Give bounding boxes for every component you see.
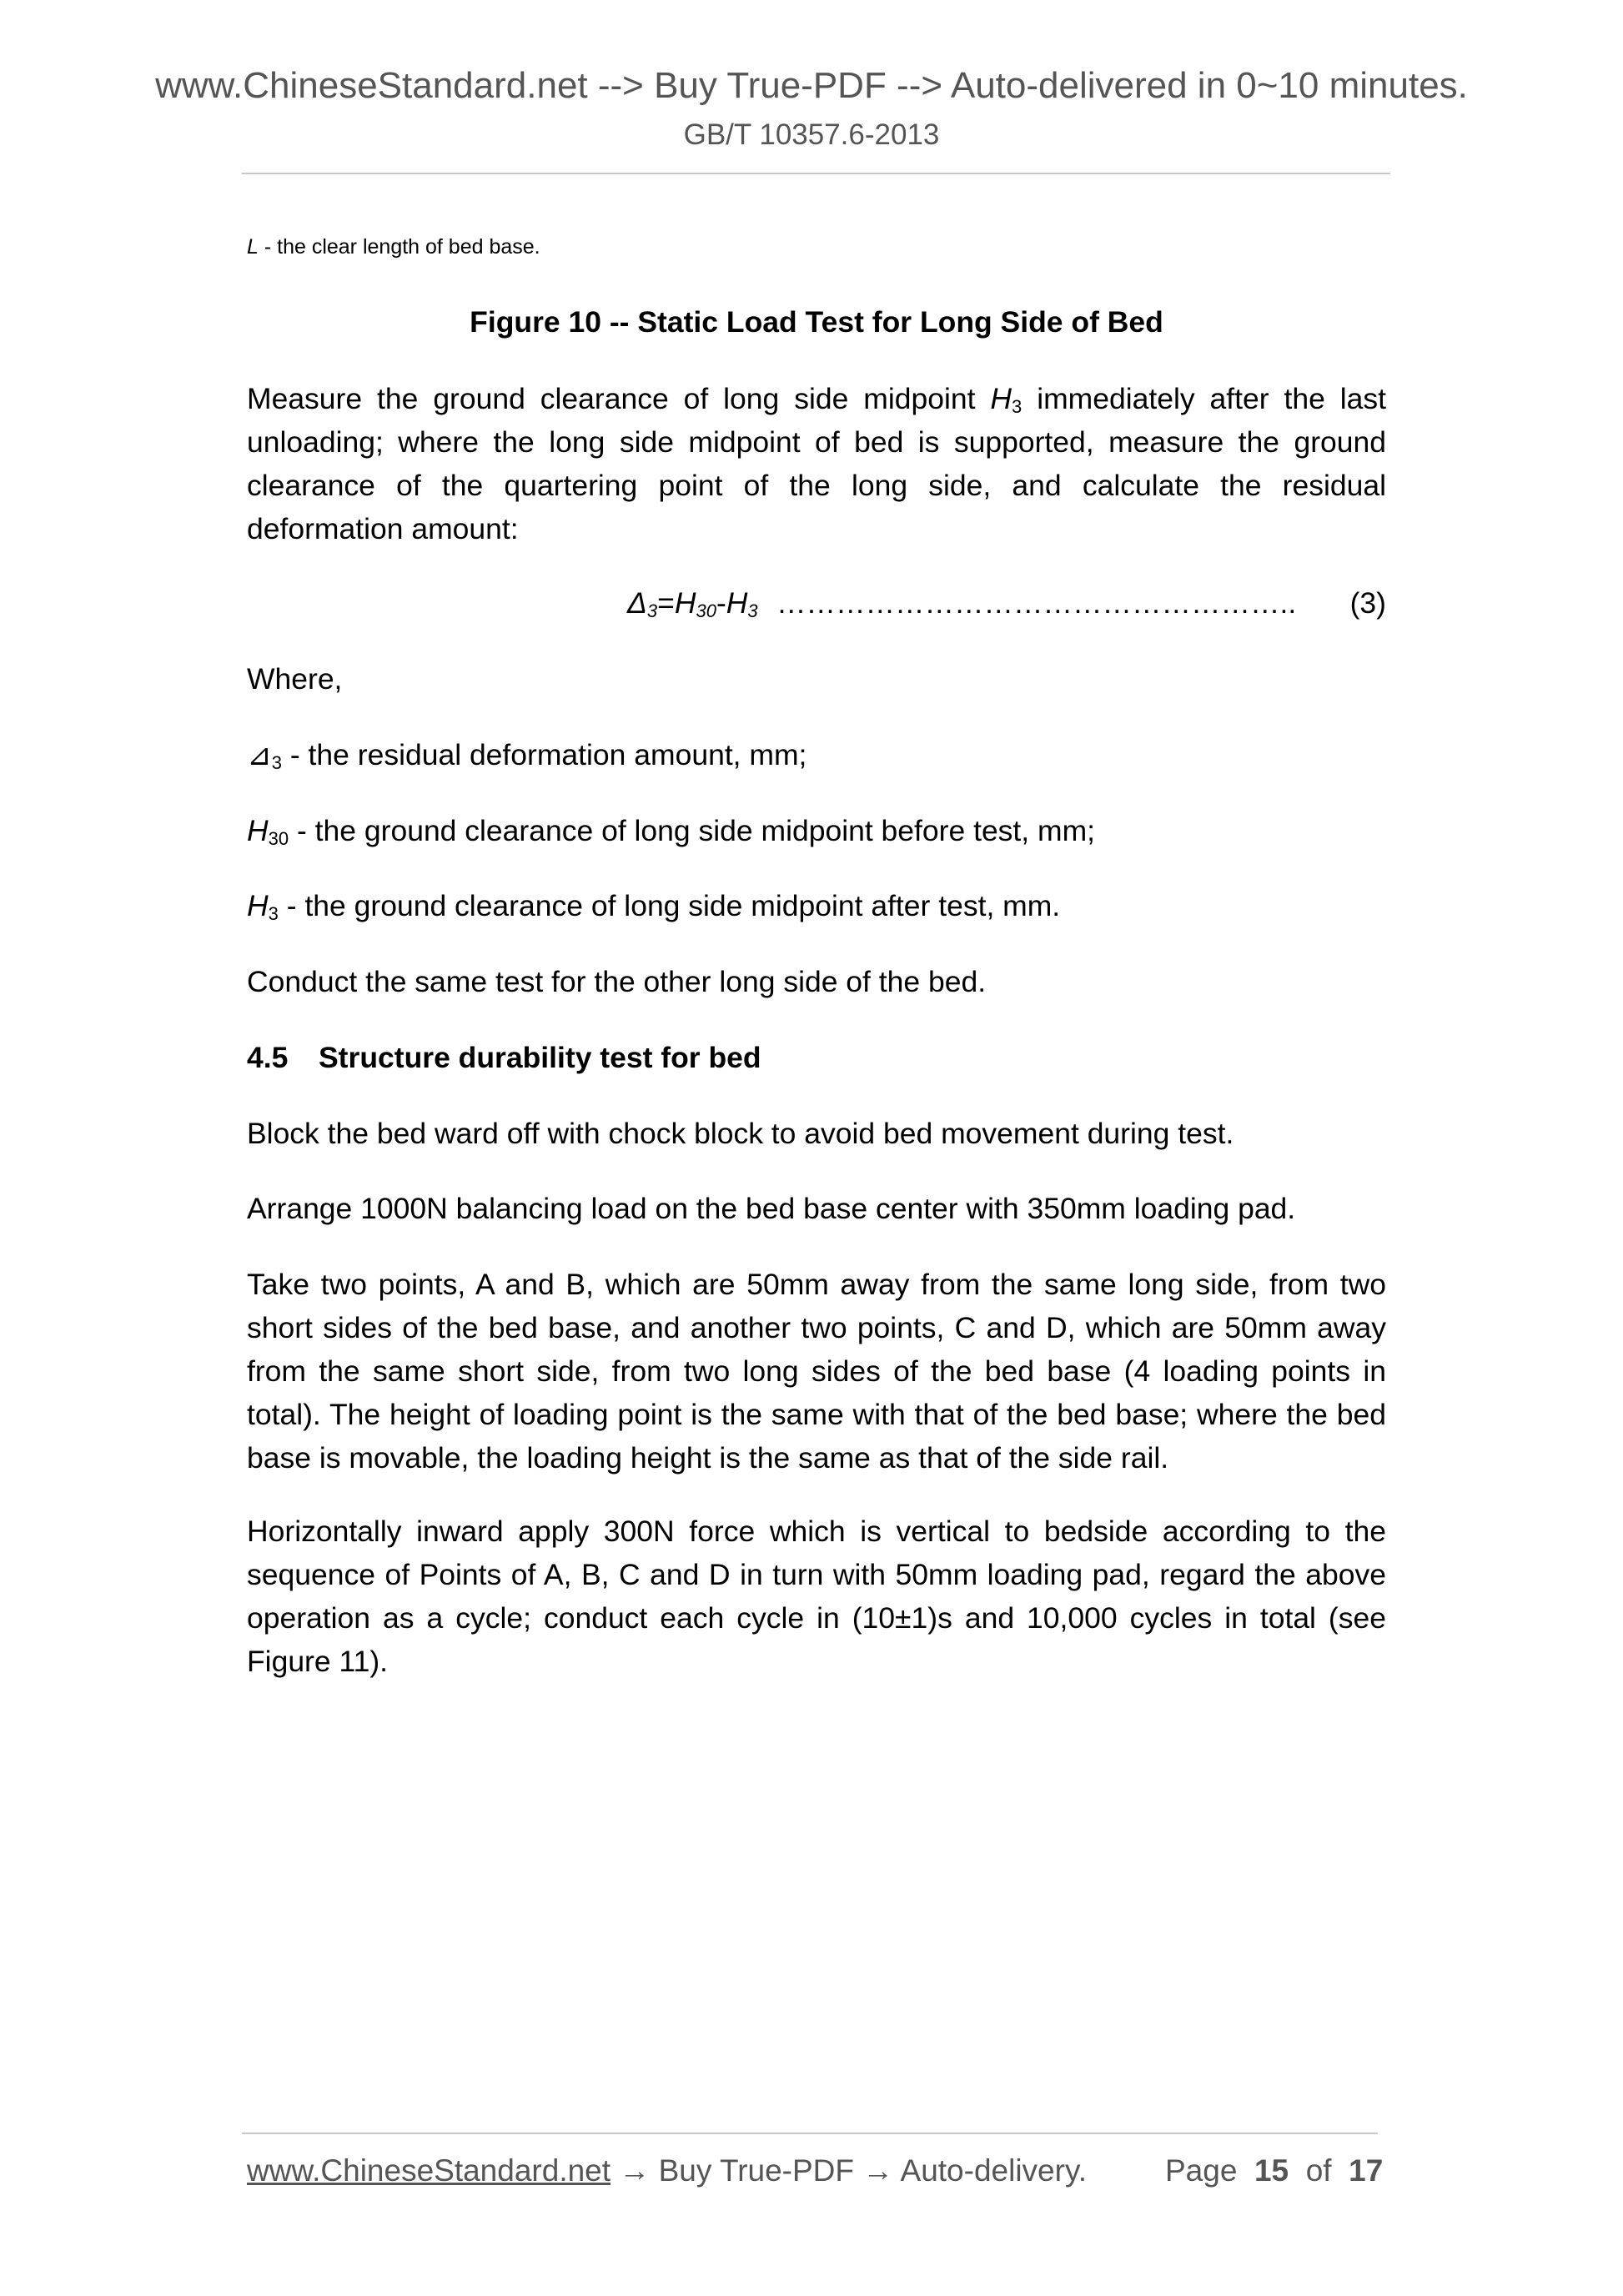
footer-tail-text: → Buy True-PDF → Auto-delivery. bbox=[611, 2153, 1087, 2188]
formula-expression bbox=[627, 581, 758, 625]
header-divider bbox=[242, 173, 1390, 174]
note-symbol: L bbox=[247, 235, 259, 259]
paragraph-apply-force: Horizontally inward apply 300N force which is vertical to bedside according to the sequence of Points of A, B, C and D in turn with 50mm loading pad, regard the above operation as a cycle; conduct each cycle in (10±1)s and 10,000 cycles in total (see Figure 11). bbox=[247, 1515, 1386, 1678]
formula-h3: H bbox=[726, 586, 748, 620]
page-indicator bbox=[1165, 2153, 1383, 2188]
formula-delta: Δ bbox=[627, 586, 647, 620]
standard-code: GB/T 10357.6-2013 bbox=[683, 118, 940, 151]
page-total: 17 bbox=[1349, 2153, 1384, 2188]
footer-divider bbox=[242, 2133, 1378, 2134]
page-current: 15 bbox=[1254, 2153, 1289, 2188]
def1-symbol: ⊿ bbox=[247, 738, 272, 771]
section-number: 4.5 bbox=[247, 1041, 289, 1074]
note-text: - the clear length of bed base. bbox=[258, 235, 540, 259]
header-title: www.ChineseStandard.net --> Buy True-PDF --> Auto-delivered in 0~10 minutes. bbox=[155, 65, 1468, 106]
para1-subscript: 3 bbox=[1012, 396, 1023, 417]
formula-minus: - bbox=[716, 586, 726, 620]
formula-h30-sub: 30 bbox=[696, 600, 716, 621]
section-title: Structure durability test for bed bbox=[319, 1041, 761, 1074]
formula-delta-sub: 3 bbox=[646, 600, 658, 621]
page-label: Page bbox=[1165, 2153, 1238, 2188]
def1-subscript: 3 bbox=[271, 752, 282, 773]
paragraph-balancing-load: Arrange 1000N balancing load on the bed base center with 350mm loading pad. bbox=[247, 1192, 1296, 1225]
section-heading-4-5 bbox=[247, 1036, 1386, 1079]
para1-text-a: Measure the ground clearance of long side midpoint bbox=[247, 382, 991, 415]
para1-symbol: H bbox=[990, 382, 1012, 415]
paragraph-loading-points: Take two points, A and B, which are 50mm away from the same long side, from two short sides of the bed base, and another two points, C and D, which are 50mm away from the same short side, from two long sides of the bed base (4 loading points in total). The height of loading point is the same with that of the bed base; where the bed base is movable, the loading height is the same as that of the side rail. bbox=[247, 1268, 1386, 1475]
para1-text-b: immediately after the last unloading; where the long side midpoint of bed is supported, measure the ground clearance of the quartering point of the long side, and calculate the residual deformation amount: bbox=[247, 382, 1386, 545]
figure-caption: Figure 10 -- Static Load Test for Long Side of Bed bbox=[470, 305, 1163, 339]
paragraph-measure bbox=[247, 377, 1386, 550]
definition-h30 bbox=[247, 809, 1386, 852]
formula-equals: = bbox=[657, 586, 675, 620]
def2-subscript: 30 bbox=[268, 828, 289, 849]
formula-leader-dots: …………………………………………….. bbox=[776, 586, 1297, 620]
paragraph-chock-block: Block the bed ward off with chock block to avoid bed movement during test. bbox=[247, 1117, 1234, 1150]
def3-symbol: H bbox=[247, 889, 269, 922]
def2-text: - the ground clearance of long side midpoint before test, mm; bbox=[289, 814, 1096, 847]
footer-site-link[interactable]: www.ChineseStandard.net bbox=[247, 2153, 611, 2188]
where-label: Where, bbox=[247, 662, 343, 696]
def3-subscript: 3 bbox=[268, 903, 279, 924]
def2-symbol: H bbox=[247, 814, 269, 847]
paragraph-other-side: Conduct the same test for the other long side of the bed. bbox=[247, 965, 987, 998]
formula-h3-sub: 3 bbox=[747, 600, 758, 621]
page-of: of bbox=[1305, 2153, 1332, 2188]
def3-text: - the ground clearance of long side midpoint after test, mm. bbox=[278, 889, 1061, 922]
formula-h30: H bbox=[674, 586, 696, 620]
definition-h3 bbox=[247, 884, 1386, 927]
formula-number: (3) bbox=[1349, 586, 1386, 620]
footer-link-line bbox=[247, 2153, 1087, 2188]
definition-delta3 bbox=[247, 733, 1386, 776]
def1-text: - the residual deformation amount, mm; bbox=[282, 738, 807, 771]
note-clear-length bbox=[247, 234, 1386, 260]
formula-3 bbox=[247, 581, 1386, 625]
